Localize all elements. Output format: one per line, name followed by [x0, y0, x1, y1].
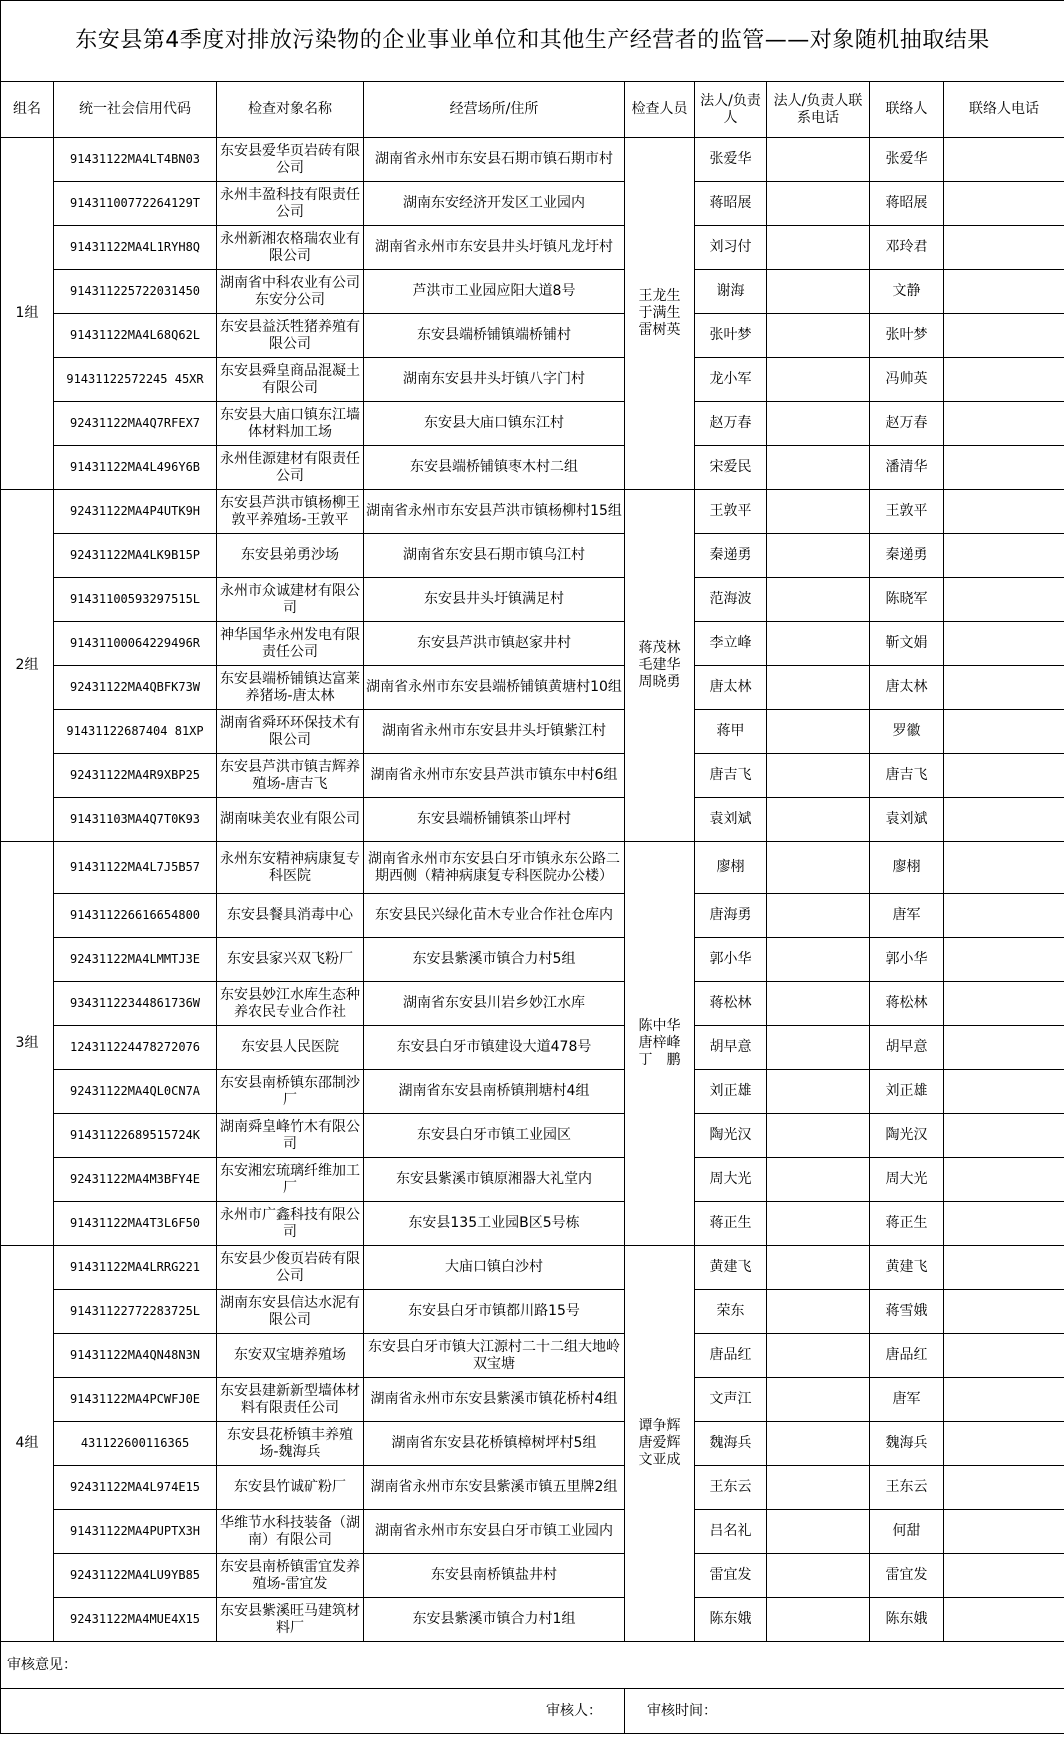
- address-cell[interactable]: 东安县南桥镇盐井村: [364, 1554, 625, 1598]
- legal-phone-cell[interactable]: [767, 1422, 870, 1466]
- company-name-cell[interactable]: 东安县餐具消毒中心: [217, 894, 364, 938]
- address-cell[interactable]: 东安县井头圩镇满足村: [364, 578, 625, 622]
- legal-person-cell[interactable]: 陈东娥: [695, 1598, 767, 1642]
- legal-phone-cell[interactable]: [767, 534, 870, 578]
- legal-person-cell[interactable]: 刘习付: [695, 226, 767, 270]
- contact-phone-cell[interactable]: [944, 534, 1064, 578]
- legal-person-cell[interactable]: 黄建飞: [695, 1246, 767, 1290]
- credit-code-cell[interactable]: 91431122572245 45XR: [54, 358, 217, 402]
- contact-phone-cell[interactable]: [944, 1246, 1064, 1290]
- address-cell[interactable]: 湖南省永州市东安县紫溪市镇花桥村4组: [364, 1378, 625, 1422]
- credit-code-cell[interactable]: 91431122MA4PUPTX3H: [54, 1510, 217, 1554]
- table-row: [1, 1598, 1064, 1642]
- contact-cell[interactable]: 王东云: [870, 1466, 944, 1510]
- legal-person-cell[interactable]: 郭小华: [695, 938, 767, 982]
- address-cell[interactable]: 湖南省东安县花桥镇樟树坪村5组: [364, 1422, 625, 1466]
- contact-cell[interactable]: 刘正雄: [870, 1070, 944, 1114]
- header-legal-phone: 法人/负责人联系电话: [767, 82, 870, 138]
- address-cell[interactable]: 东安县端桥铺镇端桥铺村: [364, 314, 625, 358]
- contact-phone-cell[interactable]: [944, 666, 1064, 710]
- contact-phone-cell[interactable]: [944, 622, 1064, 666]
- contact-cell[interactable]: 胡早意: [870, 1026, 944, 1070]
- address-cell[interactable]: 东安县白牙市镇建设大道478号: [364, 1026, 625, 1070]
- legal-phone-cell[interactable]: [767, 754, 870, 798]
- table-row: [1, 710, 1064, 754]
- table-row: [1, 754, 1064, 798]
- legal-person-cell[interactable]: 宋爱民: [695, 446, 767, 490]
- legal-phone-cell[interactable]: [767, 1598, 870, 1642]
- company-name-cell[interactable]: 湖南东安县信达水泥有限公司: [217, 1290, 364, 1334]
- contact-cell[interactable]: 陶光汉: [870, 1114, 944, 1158]
- table-row: [1, 1026, 1064, 1070]
- address-cell[interactable]: 东安县端桥铺镇枣木村二组: [364, 446, 625, 490]
- company-name-cell[interactable]: 东安县花桥镇丰养殖场-魏海兵: [217, 1422, 364, 1466]
- table-row: [1, 1158, 1064, 1202]
- contact-phone-cell[interactable]: [944, 982, 1064, 1026]
- table-row: [1, 938, 1064, 982]
- contact-phone-cell[interactable]: [944, 1334, 1064, 1378]
- header-row: [1, 82, 1064, 138]
- company-name-cell[interactable]: 东安县紫溪旺马建筑材料厂: [217, 1598, 364, 1642]
- legal-phone-cell[interactable]: [767, 1202, 870, 1246]
- table-row: [1, 798, 1064, 842]
- header-inspectors: 检查人员: [625, 82, 695, 138]
- table-row: [1, 1290, 1064, 1334]
- company-name-cell[interactable]: 华维节水科技装备（湖南）有限公司: [217, 1510, 364, 1554]
- legal-person-cell[interactable]: 王敦平: [695, 490, 767, 534]
- legal-phone-cell[interactable]: [767, 358, 870, 402]
- contact-cell[interactable]: 唐吉飞: [870, 754, 944, 798]
- address-cell[interactable]: 湖南省永州市东安县井头圩镇凡龙圩村: [364, 226, 625, 270]
- contact-cell[interactable]: 邓玲君: [870, 226, 944, 270]
- contact-cell[interactable]: 潘清华: [870, 446, 944, 490]
- table-row: [1, 138, 1064, 182]
- group-cell[interactable]: 1组: [1, 138, 54, 490]
- legal-person-cell[interactable]: 张爱华: [695, 138, 767, 182]
- table-row: [1, 1422, 1064, 1466]
- contact-cell[interactable]: 文静: [870, 270, 944, 314]
- credit-code-cell[interactable]: 91431100064229496R: [54, 622, 217, 666]
- company-name-cell[interactable]: 东安县弟勇沙场: [217, 534, 364, 578]
- contact-cell[interactable]: 黄建飞: [870, 1246, 944, 1290]
- legal-phone-cell[interactable]: [767, 490, 870, 534]
- contact-phone-cell[interactable]: [944, 1290, 1064, 1334]
- address-cell[interactable]: 大庙口镇白沙村: [364, 1246, 625, 1290]
- contact-phone-cell[interactable]: [944, 710, 1064, 754]
- legal-phone-cell[interactable]: [767, 1158, 870, 1202]
- address-cell[interactable]: 东安县紫溪市镇合力村5组: [364, 938, 625, 982]
- reviewer-label: 审核人：: [1, 1689, 625, 1734]
- address-cell[interactable]: 湖南东安经济开发区工业园内: [364, 182, 625, 226]
- legal-phone-cell[interactable]: [767, 402, 870, 446]
- address-cell[interactable]: 湖南省永州市东安县端桥铺镇黄塘村10组: [364, 666, 625, 710]
- address-cell[interactable]: 东安县芦洪市镇赵家井村: [364, 622, 625, 666]
- table-row: [1, 1510, 1064, 1554]
- legal-phone-cell[interactable]: [767, 446, 870, 490]
- company-name-cell[interactable]: 东安县南桥镇东邵制沙厂: [217, 1070, 364, 1114]
- legal-person-cell[interactable]: 周大光: [695, 1158, 767, 1202]
- table-row: [1, 622, 1064, 666]
- company-name-cell[interactable]: 东安县芦洪市镇杨柳王敦平养殖场-王敦平: [217, 490, 364, 534]
- contact-phone-cell[interactable]: [944, 1158, 1064, 1202]
- credit-code-cell[interactable]: 92431122MA4QL0CN7A: [54, 1070, 217, 1114]
- contact-cell[interactable]: 雷宜发: [870, 1554, 944, 1598]
- contact-cell[interactable]: 赵万春: [870, 402, 944, 446]
- contact-phone-cell[interactable]: [944, 1554, 1064, 1598]
- legal-phone-cell[interactable]: [767, 1554, 870, 1598]
- contact-phone-cell[interactable]: [944, 446, 1064, 490]
- legal-phone-cell[interactable]: [767, 842, 870, 894]
- address-cell[interactable]: 湖南省永州市东安县紫溪市镇五里牌2组: [364, 1466, 625, 1510]
- legal-phone-cell[interactable]: [767, 622, 870, 666]
- credit-code-cell[interactable]: 914311225722031450: [54, 270, 217, 314]
- group-cell[interactable]: 3组: [1, 842, 54, 1246]
- company-name-cell[interactable]: 东安双宝塘养殖场: [217, 1334, 364, 1378]
- table-row: [1, 1246, 1064, 1290]
- company-name-cell[interactable]: 东安县大庙口镇东江墙体材料加工场: [217, 402, 364, 446]
- legal-phone-cell[interactable]: [767, 1026, 870, 1070]
- contact-phone-cell[interactable]: [944, 1510, 1064, 1554]
- legal-phone-cell[interactable]: [767, 314, 870, 358]
- credit-code-cell[interactable]: 92431122MA4LMMTJ3E: [54, 938, 217, 982]
- contact-cell[interactable]: 蒋昭展: [870, 182, 944, 226]
- contact-cell[interactable]: 袁刘斌: [870, 798, 944, 842]
- company-name-cell[interactable]: 东安县端桥铺镇达富莱养猪场-唐太林: [217, 666, 364, 710]
- review-time-label: 审核时间：: [625, 1689, 1064, 1734]
- contact-cell[interactable]: 郭小华: [870, 938, 944, 982]
- group-cell[interactable]: 2组: [1, 490, 54, 842]
- credit-code-cell[interactable]: 92431122MA4LK9B15P: [54, 534, 217, 578]
- contact-phone-cell[interactable]: [944, 842, 1064, 894]
- legal-person-cell[interactable]: 龙小军: [695, 358, 767, 402]
- contact-phone-cell[interactable]: [944, 1114, 1064, 1158]
- company-name-cell[interactable]: 东安县妙江水库生态种养农民专业合作社: [217, 982, 364, 1026]
- credit-code-cell[interactable]: 91431122MA4L496Y6B: [54, 446, 217, 490]
- contact-cell[interactable]: 何甜: [870, 1510, 944, 1554]
- credit-code-cell[interactable]: 92431122MA4Q7RFEX7: [54, 402, 217, 446]
- address-cell[interactable]: 东安县民兴绿化苗木专业合作社仓库内: [364, 894, 625, 938]
- contact-phone-cell[interactable]: [944, 138, 1064, 182]
- contact-cell[interactable]: 蒋正生: [870, 1202, 944, 1246]
- review-opinion[interactable]: 审核意见：: [1, 1642, 1064, 1689]
- legal-phone-cell[interactable]: [767, 138, 870, 182]
- company-name-cell[interactable]: 东安县益沃牲猪养殖有限公司: [217, 314, 364, 358]
- legal-person-cell[interactable]: 廖栩: [695, 842, 767, 894]
- company-name-cell[interactable]: 东安县爱华页岩砖有限公司: [217, 138, 364, 182]
- legal-person-cell[interactable]: 唐品红: [695, 1334, 767, 1378]
- credit-code-cell[interactable]: 91431122689515724K: [54, 1114, 217, 1158]
- header-contact: 联络人: [870, 82, 944, 138]
- legal-person-cell[interactable]: 王东云: [695, 1466, 767, 1510]
- company-name-cell[interactable]: 湖南舜皇峰竹木有限公司: [217, 1114, 364, 1158]
- credit-code-cell[interactable]: 124311224478272076: [54, 1026, 217, 1070]
- contact-phone-cell[interactable]: [944, 358, 1064, 402]
- credit-code-cell[interactable]: 92431122MA4MUE4X15: [54, 1598, 217, 1642]
- address-cell[interactable]: 湖南省永州市东安县白牙市镇永东公路二期西侧（精神病康复专科医院办公楼）: [364, 842, 625, 894]
- address-cell[interactable]: 东安县大庙口镇东江村: [364, 402, 625, 446]
- legal-person-cell[interactable]: 胡早意: [695, 1026, 767, 1070]
- credit-code-cell[interactable]: 91431122MA4T3L6F50: [54, 1202, 217, 1246]
- legal-phone-cell[interactable]: [767, 666, 870, 710]
- contact-cell[interactable]: 唐军: [870, 894, 944, 938]
- company-name-cell[interactable]: 湖南味美农业有限公司: [217, 798, 364, 842]
- contact-phone-cell[interactable]: [944, 754, 1064, 798]
- table-row: [1, 1554, 1064, 1598]
- legal-person-cell[interactable]: 唐海勇: [695, 894, 767, 938]
- table-row: [1, 842, 1064, 894]
- contact-phone-cell[interactable]: [944, 490, 1064, 534]
- contact-phone-cell[interactable]: [944, 798, 1064, 842]
- contact-cell[interactable]: 秦递勇: [870, 534, 944, 578]
- address-cell[interactable]: 东安县白牙市镇工业园区: [364, 1114, 625, 1158]
- contact-cell[interactable]: 冯帅英: [870, 358, 944, 402]
- legal-phone-cell[interactable]: [767, 270, 870, 314]
- address-cell[interactable]: 湖南省永州市东安县芦洪市镇杨柳村15组: [364, 490, 625, 534]
- credit-code-cell[interactable]: 91431122MA4QN48N3N: [54, 1334, 217, 1378]
- legal-phone-cell[interactable]: [767, 710, 870, 754]
- credit-code-cell[interactable]: 91431122772283725L: [54, 1290, 217, 1334]
- inspectors-cell[interactable]: 王龙生 于满生 雷树英: [625, 138, 695, 490]
- legal-person-cell[interactable]: 荣东: [695, 1290, 767, 1334]
- address-cell[interactable]: 湖南省东安县石期市镇乌江村: [364, 534, 625, 578]
- company-name-cell[interactable]: 东安县舜皇商品混凝土有限公司: [217, 358, 364, 402]
- table-row: [1, 982, 1064, 1026]
- contact-cell[interactable]: 唐品红: [870, 1334, 944, 1378]
- header-contact-phone: 联络人电话: [944, 82, 1064, 138]
- contact-cell[interactable]: 唐军: [870, 1378, 944, 1422]
- credit-code-cell[interactable]: 92431122MA4P4UTK9H: [54, 490, 217, 534]
- legal-phone-cell[interactable]: [767, 1334, 870, 1378]
- legal-person-cell[interactable]: 吕名礼: [695, 1510, 767, 1554]
- address-cell[interactable]: 湖南省东安县川岩乡妙江水库: [364, 982, 625, 1026]
- review-sign-row: [1, 1689, 1064, 1734]
- contact-phone-cell[interactable]: [944, 1026, 1064, 1070]
- company-name-cell[interactable]: 东安县芦洪市镇吉辉养殖场-唐吉飞: [217, 754, 364, 798]
- credit-code-cell[interactable]: 92431122MA4M3BFY4E: [54, 1158, 217, 1202]
- credit-code-cell[interactable]: 93431122344861736W: [54, 982, 217, 1026]
- contact-phone-cell[interactable]: [944, 1378, 1064, 1422]
- header-code: 统一社会信用代码: [54, 82, 217, 138]
- credit-code-cell[interactable]: 92431122MA4QBFK73W: [54, 666, 217, 710]
- header-group: 组名: [1, 82, 54, 138]
- company-name-cell[interactable]: 东安县人民医院: [217, 1026, 364, 1070]
- table-row: [1, 402, 1064, 446]
- table-row: [1, 446, 1064, 490]
- legal-phone-cell[interactable]: [767, 1246, 870, 1290]
- contact-cell[interactable]: 周大光: [870, 1158, 944, 1202]
- contact-phone-cell[interactable]: [944, 1070, 1064, 1114]
- legal-person-cell[interactable]: 范海波: [695, 578, 767, 622]
- contact-phone-cell[interactable]: [944, 1466, 1064, 1510]
- address-cell[interactable]: 湖南省永州市东安县石期市镇石期市村: [364, 138, 625, 182]
- page-title: 东安县第4季度对排放污染物的企业事业单位和其他生产经营者的监管——对象随机抽取结果: [1, 1, 1064, 82]
- contact-phone-cell[interactable]: [944, 938, 1064, 982]
- legal-phone-cell[interactable]: [767, 1378, 870, 1422]
- legal-person-cell[interactable]: 陶光汉: [695, 1114, 767, 1158]
- legal-phone-cell[interactable]: [767, 798, 870, 842]
- header-address: 经营场所/住所: [364, 82, 625, 138]
- legal-person-cell[interactable]: 唐吉飞: [695, 754, 767, 798]
- credit-code-cell[interactable]: 92431122MA4R9XBP25: [54, 754, 217, 798]
- contact-cell[interactable]: 魏海兵: [870, 1422, 944, 1466]
- header-legal: 法人/负责人: [695, 82, 767, 138]
- company-name-cell[interactable]: 永州东安精神病康复专科医院: [217, 842, 364, 894]
- address-cell[interactable]: 湖南省永州市东安县井头圩镇紫江村: [364, 710, 625, 754]
- contact-cell[interactable]: 蒋雪娥: [870, 1290, 944, 1334]
- legal-phone-cell[interactable]: [767, 1070, 870, 1114]
- legal-person-cell[interactable]: 蒋松林: [695, 982, 767, 1026]
- contact-phone-cell[interactable]: [944, 182, 1064, 226]
- header-name: 检查对象名称: [217, 82, 364, 138]
- legal-person-cell[interactable]: 蒋甲: [695, 710, 767, 754]
- table-row: [1, 490, 1064, 534]
- legal-phone-cell[interactable]: [767, 982, 870, 1026]
- address-cell[interactable]: 东安县紫溪市镇原湘器大礼堂内: [364, 1158, 625, 1202]
- contact-cell[interactable]: 罗徽: [870, 710, 944, 754]
- company-name-cell[interactable]: 东安县建新新型墙体材料有限责任公司: [217, 1378, 364, 1422]
- legal-person-cell[interactable]: 文声江: [695, 1378, 767, 1422]
- address-cell[interactable]: 湖南省东安县南桥镇荆塘村4组: [364, 1070, 625, 1114]
- company-name-cell[interactable]: 东安县竹诚矿粉厂: [217, 1466, 364, 1510]
- table-row: [1, 314, 1064, 358]
- contact-phone-cell[interactable]: [944, 1422, 1064, 1466]
- legal-person-cell[interactable]: 唐太林: [695, 666, 767, 710]
- credit-code-cell[interactable]: 91431122MA4PCWFJ0E: [54, 1378, 217, 1422]
- legal-phone-cell[interactable]: [767, 1510, 870, 1554]
- contact-cell[interactable]: 唐太林: [870, 666, 944, 710]
- credit-code-cell[interactable]: 91431122MA4L68Q62L: [54, 314, 217, 358]
- company-name-cell[interactable]: 东安县家兴双飞粉厂: [217, 938, 364, 982]
- address-cell[interactable]: 东安县端桥铺镇茶山坪村: [364, 798, 625, 842]
- company-name-cell[interactable]: 湖南省中科农业有公司东安分公司: [217, 270, 364, 314]
- legal-phone-cell[interactable]: [767, 938, 870, 982]
- credit-code-cell[interactable]: 91431100593297515L: [54, 578, 217, 622]
- address-cell[interactable]: 东安县紫溪市镇合力村1组: [364, 1598, 625, 1642]
- credit-code-cell[interactable]: 91431122687404 81XP: [54, 710, 217, 754]
- contact-phone-cell[interactable]: [944, 1598, 1064, 1642]
- contact-cell[interactable]: 张叶梦: [870, 314, 944, 358]
- legal-phone-cell[interactable]: [767, 1114, 870, 1158]
- credit-code-cell[interactable]: 92431122MA4LU9YB85: [54, 1554, 217, 1598]
- company-name-cell[interactable]: 神华国华永州发电有限责任公司: [217, 622, 364, 666]
- legal-phone-cell[interactable]: [767, 1466, 870, 1510]
- company-name-cell[interactable]: 永州丰盈科技有限责任公司: [217, 182, 364, 226]
- inspectors-cell[interactable]: 陈中华 唐梓峰 丁 鹏: [625, 842, 695, 1246]
- credit-code-cell[interactable]: 91431122MA4LT4BN03: [54, 138, 217, 182]
- contact-cell[interactable]: 王敦平: [870, 490, 944, 534]
- credit-code-cell[interactable]: 431122600116365: [54, 1422, 217, 1466]
- contact-cell[interactable]: 陈晓军: [870, 578, 944, 622]
- contact-cell[interactable]: 蒋松林: [870, 982, 944, 1026]
- table-row: [1, 182, 1064, 226]
- table-row: [1, 1114, 1064, 1158]
- contact-phone-cell[interactable]: [944, 402, 1064, 446]
- address-cell[interactable]: 东安县135工业园B区5号栋: [364, 1202, 625, 1246]
- credit-code-cell[interactable]: 91431122MA4L7J5B57: [54, 842, 217, 894]
- legal-person-cell[interactable]: 张叶梦: [695, 314, 767, 358]
- company-name-cell[interactable]: 永州市广鑫科技有限公司: [217, 1202, 364, 1246]
- legal-phone-cell[interactable]: [767, 578, 870, 622]
- company-name-cell[interactable]: 永州佳源建材有限责任公司: [217, 446, 364, 490]
- company-name-cell[interactable]: 永州市众诚建材有限公司: [217, 578, 364, 622]
- contact-cell[interactable]: 陈东娥: [870, 1598, 944, 1642]
- table-row: [1, 358, 1064, 402]
- contact-cell[interactable]: 张爱华: [870, 138, 944, 182]
- contact-phone-cell[interactable]: [944, 314, 1064, 358]
- review-opinion-row: [1, 1642, 1064, 1689]
- table-row: [1, 1334, 1064, 1378]
- legal-person-cell[interactable]: 李立峰: [695, 622, 767, 666]
- contact-cell[interactable]: 靳文娟: [870, 622, 944, 666]
- table-row: [1, 534, 1064, 578]
- table-row: [1, 1070, 1064, 1114]
- table-row: [1, 270, 1064, 314]
- company-name-cell[interactable]: 东安县少俊页岩砖有限公司: [217, 1246, 364, 1290]
- legal-person-cell[interactable]: 刘正雄: [695, 1070, 767, 1114]
- contact-phone-cell[interactable]: [944, 578, 1064, 622]
- legal-person-cell[interactable]: 蒋昭展: [695, 182, 767, 226]
- company-name-cell[interactable]: 东安县南桥镇雷宜发养殖场-雷宜发: [217, 1554, 364, 1598]
- legal-person-cell[interactable]: 赵万春: [695, 402, 767, 446]
- inspectors-cell[interactable]: 蒋茂林 毛建华 周晓勇: [625, 490, 695, 842]
- contact-phone-cell[interactable]: [944, 226, 1064, 270]
- inspectors-cell[interactable]: 谭争辉 唐爱辉 文亚成: [625, 1246, 695, 1642]
- legal-phone-cell[interactable]: [767, 1290, 870, 1334]
- legal-phone-cell[interactable]: [767, 226, 870, 270]
- credit-code-cell[interactable]: 92431122MA4L974E15: [54, 1466, 217, 1510]
- legal-person-cell[interactable]: 雷宜发: [695, 1554, 767, 1598]
- legal-person-cell[interactable]: 蒋正生: [695, 1202, 767, 1246]
- company-name-cell[interactable]: 东安湘宏琉璃纤维加工厂: [217, 1158, 364, 1202]
- legal-phone-cell[interactable]: [767, 894, 870, 938]
- table-row: [1, 666, 1064, 710]
- credit-code-cell[interactable]: 91431122MA4L1RYH8Q: [54, 226, 217, 270]
- table-row: [1, 1378, 1064, 1422]
- credit-code-cell[interactable]: 91431122MA4LRRG221: [54, 1246, 217, 1290]
- credit-code-cell[interactable]: 914311226616654800: [54, 894, 217, 938]
- contact-phone-cell[interactable]: [944, 270, 1064, 314]
- address-cell[interactable]: 芦洪市工业园应阳大道8号: [364, 270, 625, 314]
- address-cell[interactable]: 东安县白牙市镇大江源村二十二组大地岭双宝塘: [364, 1334, 625, 1378]
- group-cell[interactable]: 4组: [1, 1246, 54, 1642]
- address-cell[interactable]: 湖南省永州市东安县芦洪市镇东中村6组: [364, 754, 625, 798]
- legal-person-cell[interactable]: 秦递勇: [695, 534, 767, 578]
- table-row: [1, 1202, 1064, 1246]
- legal-person-cell[interactable]: 谢海: [695, 270, 767, 314]
- table-row: [1, 226, 1064, 270]
- address-cell[interactable]: 湖南省永州市东安县白牙市镇工业园内: [364, 1510, 625, 1554]
- legal-person-cell[interactable]: 魏海兵: [695, 1422, 767, 1466]
- legal-person-cell[interactable]: 袁刘斌: [695, 798, 767, 842]
- company-name-cell[interactable]: 永州新湘农格瑞农业有限公司: [217, 226, 364, 270]
- address-cell[interactable]: 东安县白牙市镇都川路15号: [364, 1290, 625, 1334]
- table-row: [1, 578, 1064, 622]
- table-row: [1, 1466, 1064, 1510]
- contact-cell[interactable]: 廖栩: [870, 842, 944, 894]
- credit-code-cell[interactable]: 91431100772264129T: [54, 182, 217, 226]
- credit-code-cell[interactable]: 91431103MA4Q7T0K93: [54, 798, 217, 842]
- contact-phone-cell[interactable]: [944, 1202, 1064, 1246]
- address-cell[interactable]: 湖南东安县井头圩镇八字门村: [364, 358, 625, 402]
- contact-phone-cell[interactable]: [944, 894, 1064, 938]
- table-row: [1, 894, 1064, 938]
- legal-phone-cell[interactable]: [767, 182, 870, 226]
- company-name-cell[interactable]: 湖南省舜环环保技术有限公司: [217, 710, 364, 754]
